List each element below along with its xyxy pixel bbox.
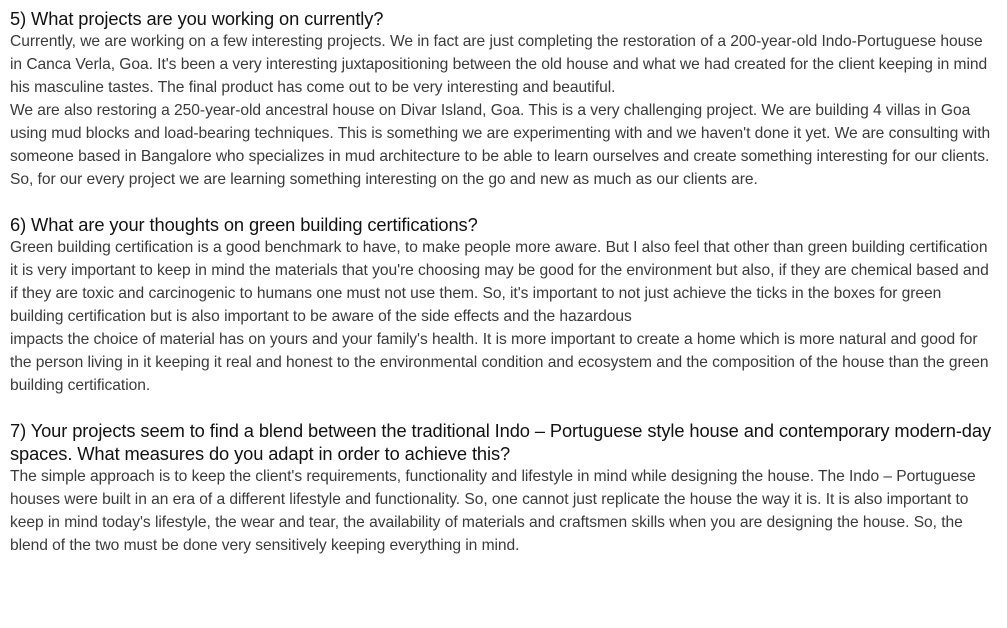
question-heading: 6) What are your thoughts on green building certifications? [10, 214, 478, 235]
answer-body [10, 236, 995, 397]
answer-body [10, 465, 995, 557]
answer-body [10, 30, 995, 191]
interview-document [10, 7, 995, 557]
question-heading: 7) Your projects seem to find a blend between the traditional Indo – Portuguese style house and contemporary modern-day spaces. What measures do you adapt in order to achieve this? [10, 420, 991, 464]
question-heading: 5) What projects are you working on currently? [10, 8, 384, 29]
qa-section-7 [10, 419, 995, 557]
answer-paragraph: impacts the choice of material has on yours and your family's health. It is more important to create a home which is more natural and good for the person living in it keeping it real and honest to the environmental condition and ecosystem and the composition of the house than the green building certification. [10, 331, 989, 394]
answer-paragraph: Currently, we are working on a few interesting projects. We in fact are just completing the restoration of a 200-year-old Indo-Portuguese house in Canca Verla, Goa. It's been a very interesting juxtapositioning between the old house and what we had created for the client keeping in mind his masculine tastes. The final product has come out to be very interesting and beautiful. [10, 33, 988, 96]
answer-paragraph: Green building certification is a good benchmark to have, to make people more aware. But I also feel that other than green building certification it is very important to keep in mind the materials that you're choosing may be good for the environment but also, if they are chemical based and if they are toxic and carcinogenic to humans one must not use them. So, it's important to not just achieve the ticks in the boxes for green building certification but is also important to be aware of the side effects and the hazardous [10, 239, 989, 325]
qa-section-5 [10, 7, 995, 191]
answer-paragraph: We are also restoring a 250-year-old ancestral house on Divar Island, Goa. This is a very challenging project. We are building 4 villas in Goa using mud blocks and load-bearing techniques. This is something we are experimenting with and we haven't done it yet. We are consulting with someone based in Bangalore who specializes in mud architecture to be able to learn ourselves and create something interesting for our clients. So, for our every project we are learning something interesting on the go and new as much as our clients are. [10, 102, 991, 188]
answer-paragraph: The simple approach is to keep the client's requirements, functionality and lifestyle in mind while designing the house. The Indo – Portuguese houses were built in an era of a different lifestyle and functionality. So, one cannot just replicate the house the way it is. It is also important to keep in mind today's lifestyle, the wear and tear, the availability of materials and craftsmen skills when you are designing the house. So, the blend of the two must be done very sensitively keeping everything in mind. [10, 468, 976, 554]
qa-section-6 [10, 213, 995, 397]
